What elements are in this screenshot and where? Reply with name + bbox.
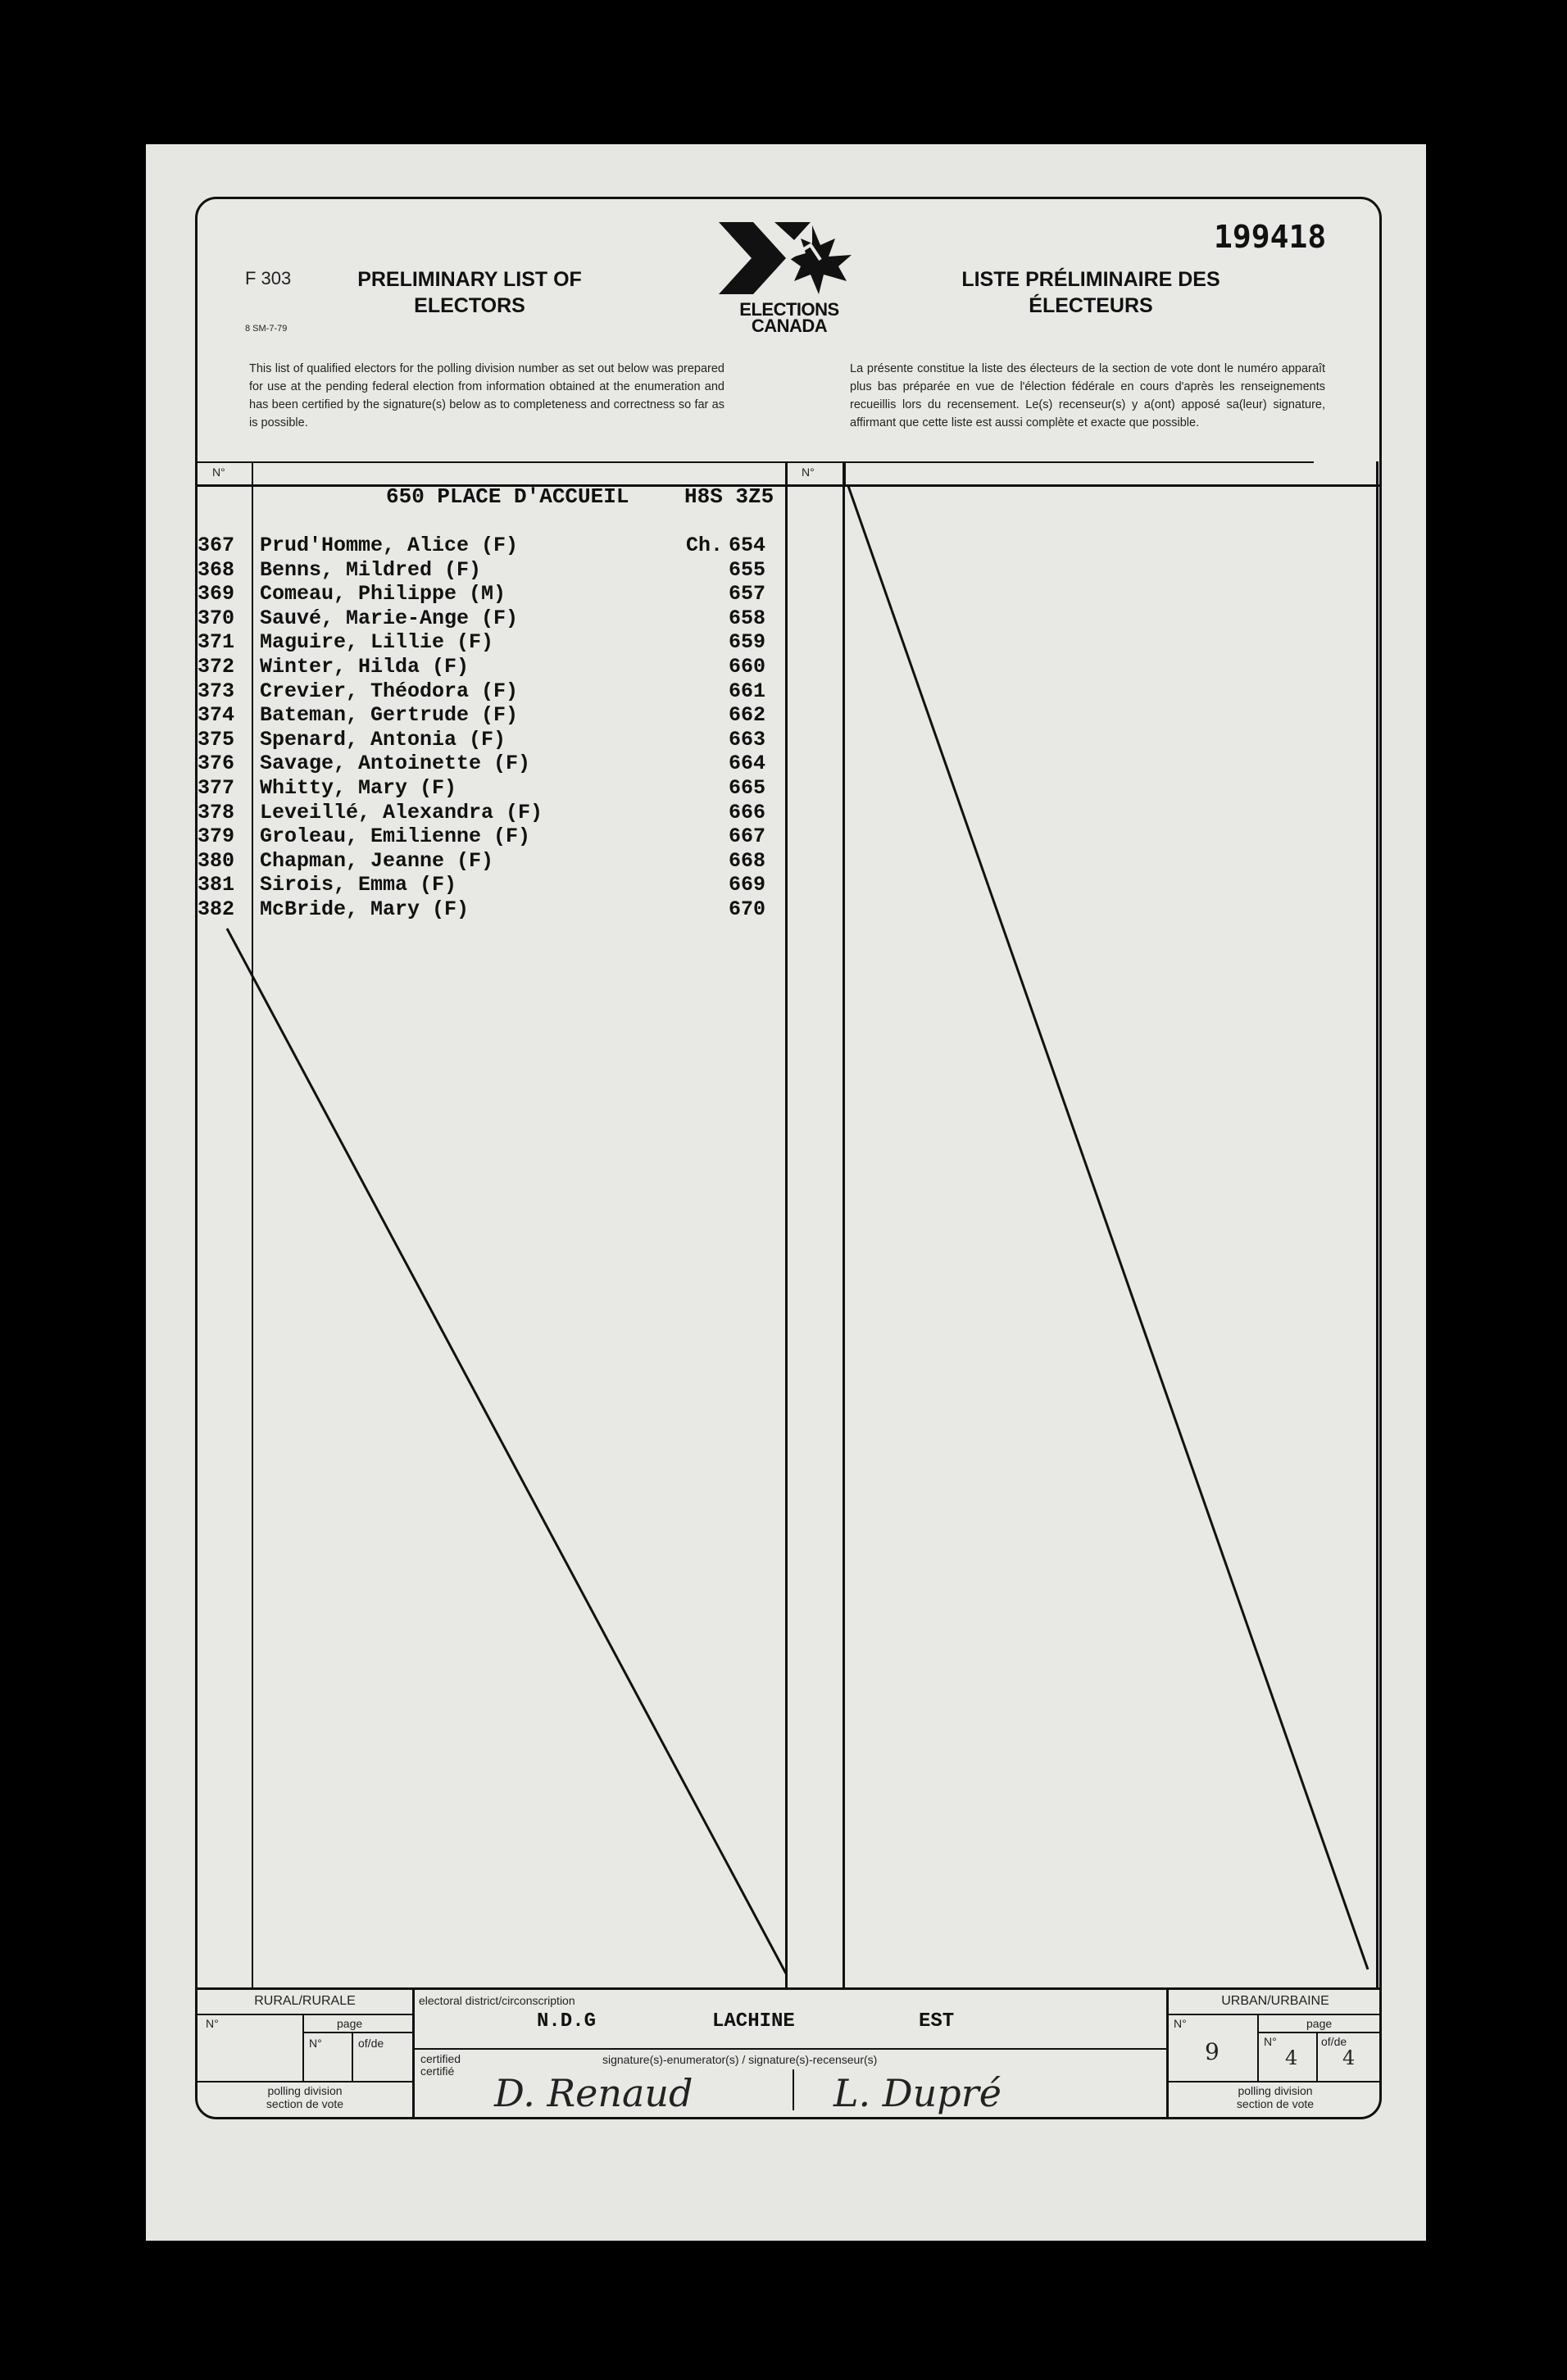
elector-number: 372: [198, 655, 235, 679]
district-part-3: EST: [919, 2010, 955, 2033]
elector-name: Benns, Mildred (F): [260, 557, 482, 582]
elector-name: Maguire, Lillie (F): [260, 630, 494, 655]
elector-name: Spenard, Antonia (F): [260, 727, 506, 752]
form-code: F 303: [245, 268, 292, 288]
elector-number: 371: [198, 630, 235, 655]
elector-name: Prud'Homme, Alice (F): [260, 534, 519, 557]
elector-unit: 657: [729, 582, 766, 606]
elector-number: 379: [198, 824, 235, 849]
elector-unit: 654: [729, 534, 766, 557]
signature-label: signature(s)-enumerator(s) / signature(s)-recenseur(s): [602, 2053, 878, 2066]
signature-enumerator-1: D. Renaud: [494, 2071, 693, 2115]
cancellation-lines: [198, 199, 1379, 2117]
logo-line1: ELECTIONS: [739, 299, 839, 320]
certified-label: certified certifié: [420, 2052, 461, 2078]
elector-number: 374: [198, 703, 235, 728]
elector-number: 378: [198, 800, 235, 824]
elector-number: 367: [198, 534, 235, 557]
elector-number: 369: [198, 582, 235, 606]
district-part-2: LACHINE: [712, 2010, 795, 2033]
urban-block: URBAN/URBAINE N° 9 page N° 4 of/de 4 polling division section de vote: [1166, 1987, 1382, 2117]
elector-unit: 667: [729, 824, 766, 849]
elector-unit: 659: [729, 630, 766, 655]
elector-name: Groleau, Emilienne (F): [260, 824, 531, 849]
elector-number: 368: [198, 557, 235, 582]
elector-unit: 669: [729, 873, 766, 897]
address-postal-code: H8S 3Z5: [684, 484, 774, 509]
elector-unit: 663: [729, 727, 766, 752]
elector-unit-prefix: Ch.: [686, 534, 724, 557]
elector-number: 382: [198, 897, 235, 921]
signature-enumerator-2: L. Dupré: [833, 2071, 1002, 2115]
serial-number: 199418: [1214, 219, 1327, 255]
elector-unit: 661: [729, 679, 766, 703]
rural-block: RURAL/RURALE N° page N° of/de polling division section de vote: [198, 1987, 415, 2117]
elector-unit: 655: [729, 557, 766, 582]
urban-of-value: 4: [1342, 2046, 1356, 2069]
column-no-header-left: N°: [198, 461, 253, 486]
elector-unit: 664: [729, 752, 766, 776]
elector-unit: 662: [729, 703, 766, 728]
elector-number: 380: [198, 848, 235, 873]
elector-unit: 666: [729, 800, 766, 824]
elector-number: 375: [198, 727, 235, 752]
elector-name: Sirois, Emma (F): [260, 873, 457, 897]
elector-name: Bateman, Gertrude (F): [260, 703, 519, 728]
urban-page-value: 4: [1285, 2046, 1298, 2069]
elector-unit: 665: [729, 776, 766, 800]
column-no-header-right: N°: [785, 461, 846, 486]
elector-number: 370: [198, 606, 235, 630]
intro-french: La présente constitue la liste des électeurs de la section de vote dont le numéro apparaît plus bas préparée en vue de l'élection fédérale en cours d'après les renseignements recueillis lors du recensement. Le(s) recenseur(s) y a(ont) apposé sa(leur) signature, affirmant que cette liste est aussi complète et exacte que possible.: [850, 362, 1325, 429]
elector-number: 376: [198, 752, 235, 776]
elector-name: Chapman, Jeanne (F): [260, 848, 494, 873]
elector-name: McBride, Mary (F): [260, 897, 470, 921]
elector-name: Sauvé, Marie-Ange (F): [260, 606, 519, 630]
elector-name: Savage, Antoinette (F): [260, 752, 531, 776]
elector-name: Whitty, Mary (F): [260, 776, 457, 800]
elector-name: Crevier, Théodora (F): [260, 679, 519, 703]
urban-no-value: 9: [1205, 2038, 1220, 2065]
address-street: 650 PLACE D'ACCUEIL: [386, 484, 629, 509]
elector-unit: 670: [729, 897, 766, 921]
electors-form: [195, 197, 1382, 2119]
intro-english: This list of qualified electors for the polling division number as set out below was prepared for use at the pending federal election from information obtained at the enumeration and has been certified by the signature(s) below as to completeness and correctness so far as is possible.: [249, 362, 724, 429]
elector-name: Comeau, Philippe (M): [260, 582, 506, 606]
elector-number: 373: [198, 679, 235, 703]
elector-name: Leveillé, Alexandra (F): [260, 800, 543, 824]
elector-unit: 658: [729, 606, 766, 630]
district-part-1: N.D.G: [537, 2010, 597, 2033]
elector-unit: 668: [729, 848, 766, 873]
title-english: PRELIMINARY LIST OF ELECTORS: [357, 268, 582, 317]
form-revision: 8 SM-7-79: [245, 324, 288, 334]
elector-number: 377: [198, 776, 235, 800]
logo-line2: CANADA: [751, 316, 828, 336]
title-french: LISTE PRÉLIMINAIRE DES ÉLECTEURS: [961, 268, 1220, 317]
elector-unit: 660: [729, 655, 766, 679]
district-label: electoral district/circonscription: [419, 1994, 575, 2007]
elector-name: Winter, Hilda (F): [260, 655, 470, 679]
elector-number: 381: [198, 873, 235, 897]
